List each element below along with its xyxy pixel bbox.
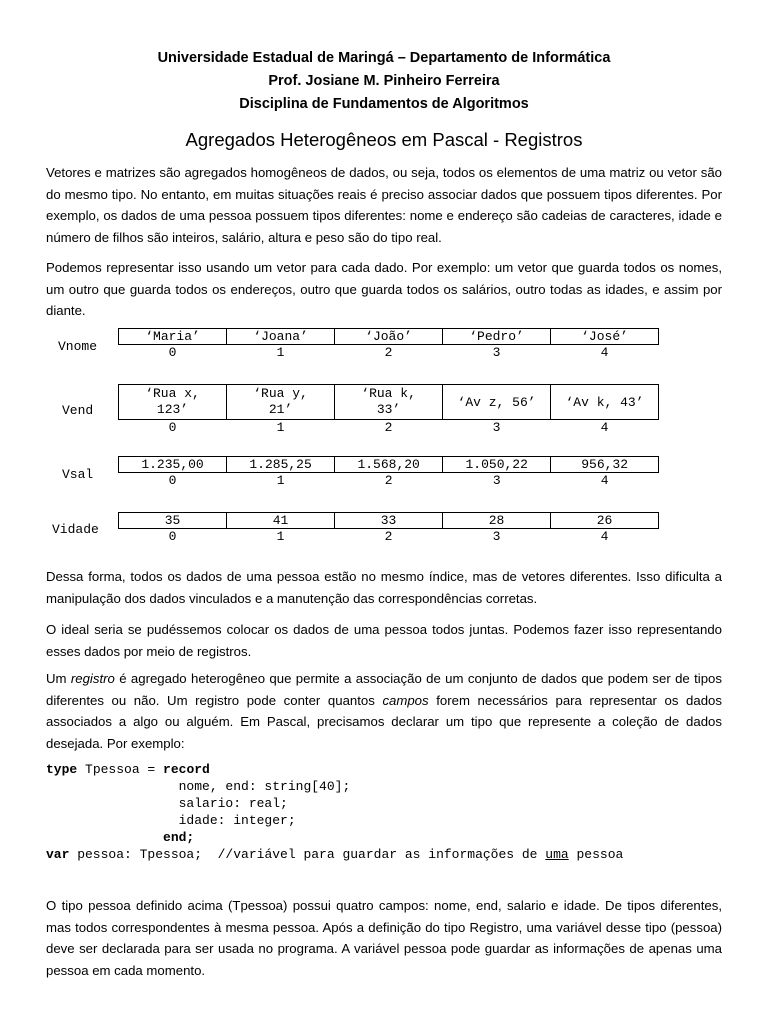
code-line: idade: integer; <box>46 813 296 828</box>
vector-cell: 1.235,00 <box>119 457 227 473</box>
vector-label-vidade: Vidade <box>52 522 99 537</box>
vector-index: 0 <box>168 345 177 360</box>
vector-values-row <box>119 457 659 473</box>
vector-cell: ‘Rua k, 33’ <box>335 385 443 420</box>
vector-cell: 1.285,25 <box>227 457 335 473</box>
university-header: Universidade Estadual de Maringá – Departamento de Informática <box>157 50 611 66</box>
vector-index: 1 <box>276 473 285 488</box>
code-text: pessoa <box>568 847 624 862</box>
text-segment: forem necessários para representar os dados associados a algo ou alguém. Em Pascal, precisamos declarar um tipo que represente a coleção de dados desejada. Por exemplo: <box>46 692 722 751</box>
code-keyword: record <box>163 762 210 777</box>
vector-index-row <box>119 473 659 490</box>
course-name: Disciplina de Fundamentos de Algoritmos <box>239 96 529 112</box>
vector-table-vnome <box>118 328 659 361</box>
vector-cell: ‘Av z, 56’ <box>443 385 551 420</box>
paragraph-intro: Vetores e matrizes são agregados homogêneos de dados, ou seja, todos os elementos de uma matriz ou vetor são do mesmo tipo. No entanto, em muitas situações reais é preciso associar dados que possuem tipos diferentes. Por exemplo, os dados de uma pessoa possuem tipos diferentes: nome e endereço são cadeias de caracteres, idade e número de filhos são inteiros, salário, altura e peso são do tipo real. <box>46 165 722 245</box>
vector-label-vnome: Vnome <box>58 339 98 354</box>
vector-index-row <box>119 529 659 546</box>
code-block <box>46 761 623 863</box>
code-line: nome, end: string[40]; <box>46 779 351 794</box>
vector-index: 3 <box>492 420 501 435</box>
vector-cell: 26 <box>551 513 659 529</box>
paragraph-same-index: Dessa forma, todos os dados de uma pessoa estão no mesmo índice, mas de vetores diferentes. Isso dificulta a manipulação dos dados vinculados e a manutenção das correspondências corretas. <box>46 569 722 606</box>
vector-index: 4 <box>600 529 609 544</box>
code-indent <box>46 830 163 845</box>
vector-index-row <box>119 345 659 362</box>
vector-cell: 33 <box>335 513 443 529</box>
paragraph-vectors: Podemos representar isso usando um vetor para cada dado. Por exemplo: um vetor que guarda todos os nomes, um outro que guarda todos os endereços, outro que guarda todos os salários, outro todas as idades, e assim por diante. <box>46 260 722 318</box>
vector-cell: 35 <box>119 513 227 529</box>
vector-index: 3 <box>492 345 501 360</box>
vector-cell: 956,32 <box>551 457 659 473</box>
vector-values-row <box>119 329 659 345</box>
vector-index: 0 <box>168 529 177 544</box>
vector-cell: ‘João’ <box>335 329 443 345</box>
code-text: pessoa: Tpessoa; //variável para guardar as informações de <box>69 847 546 862</box>
vector-values-row <box>119 513 659 529</box>
document-title: Agregados Heterogêneos em Pascal - Registros <box>185 129 583 150</box>
vector-index: 2 <box>384 345 393 360</box>
vector-cell: ‘Av k, 43’ <box>551 385 659 420</box>
vector-cell: ‘Rua y, 21’ <box>227 385 335 420</box>
paragraph-ideal: O ideal seria se pudéssemos colocar os dados de uma pessoa todos juntas. Podemos fazer isso representando esses dados por meio de registros. <box>46 622 722 659</box>
code-keyword: var <box>46 847 70 862</box>
vector-cell: ‘José’ <box>551 329 659 345</box>
vector-index: 1 <box>276 420 285 435</box>
code-line: salario: real; <box>46 796 288 811</box>
vector-index: 4 <box>600 345 609 360</box>
vector-cell: ‘Maria’ <box>119 329 227 345</box>
vector-cell: 28 <box>443 513 551 529</box>
code-keyword: type <box>46 762 78 777</box>
vector-index: 2 <box>384 529 393 544</box>
vector-index: 3 <box>492 529 501 544</box>
vector-index: 0 <box>168 420 177 435</box>
paragraph-tpessoa: O tipo pessoa definido acima (Tpessoa) possui quatro campos: nome, end, salario e idade. De tipos diferentes, mas todos correspondentes à mesma pessoa. Após a definição do tipo Registro, uma variável desse tipo (pessoa) deve ser declarada para ser usada no programa. A variável pessoa pode guardar as informações de apenas uma pessoa em cada momento. <box>46 898 722 978</box>
vector-index: 4 <box>600 420 609 435</box>
vector-cell: 41 <box>227 513 335 529</box>
paragraph-registro <box>46 668 722 754</box>
vector-cell: ‘Pedro’ <box>443 329 551 345</box>
vector-index: 2 <box>384 420 393 435</box>
code-text: Tpessoa = <box>77 762 164 777</box>
vector-cell: ‘Joana’ <box>227 329 335 345</box>
text-segment: Um <box>46 671 71 686</box>
vector-cell: 1.568,20 <box>335 457 443 473</box>
vector-cell: ‘Rua x, 123’ <box>119 385 227 420</box>
vector-index: 3 <box>492 473 501 488</box>
term-registro: registro <box>70 671 115 686</box>
vector-index: 2 <box>384 473 393 488</box>
term-campos: campos <box>382 692 429 708</box>
vector-label-vend: Vend <box>62 403 94 418</box>
vector-index: 0 <box>168 473 177 488</box>
vector-table-vsal <box>118 456 659 489</box>
vector-index: 1 <box>276 345 285 360</box>
vector-label-vsal: Vsal <box>62 467 94 482</box>
vector-index-row <box>119 420 659 437</box>
vector-cell: 1.050,22 <box>443 457 551 473</box>
code-underlined-word: uma <box>545 847 569 862</box>
vector-index: 1 <box>276 529 285 544</box>
vector-values-row <box>119 385 659 420</box>
vector-index: 4 <box>600 473 609 488</box>
text-segment: é agregado heterogêneo que permite a associação de um conjunto de dados que podem ser de tipos diferentes ou não. Um registro pode conter quantos <box>46 671 722 708</box>
code-keyword: end; <box>163 830 195 845</box>
professor-name: Prof. Josiane M. Pinheiro Ferreira <box>268 73 500 89</box>
vector-table-vidade <box>118 512 659 545</box>
vector-table-vend <box>118 384 659 436</box>
